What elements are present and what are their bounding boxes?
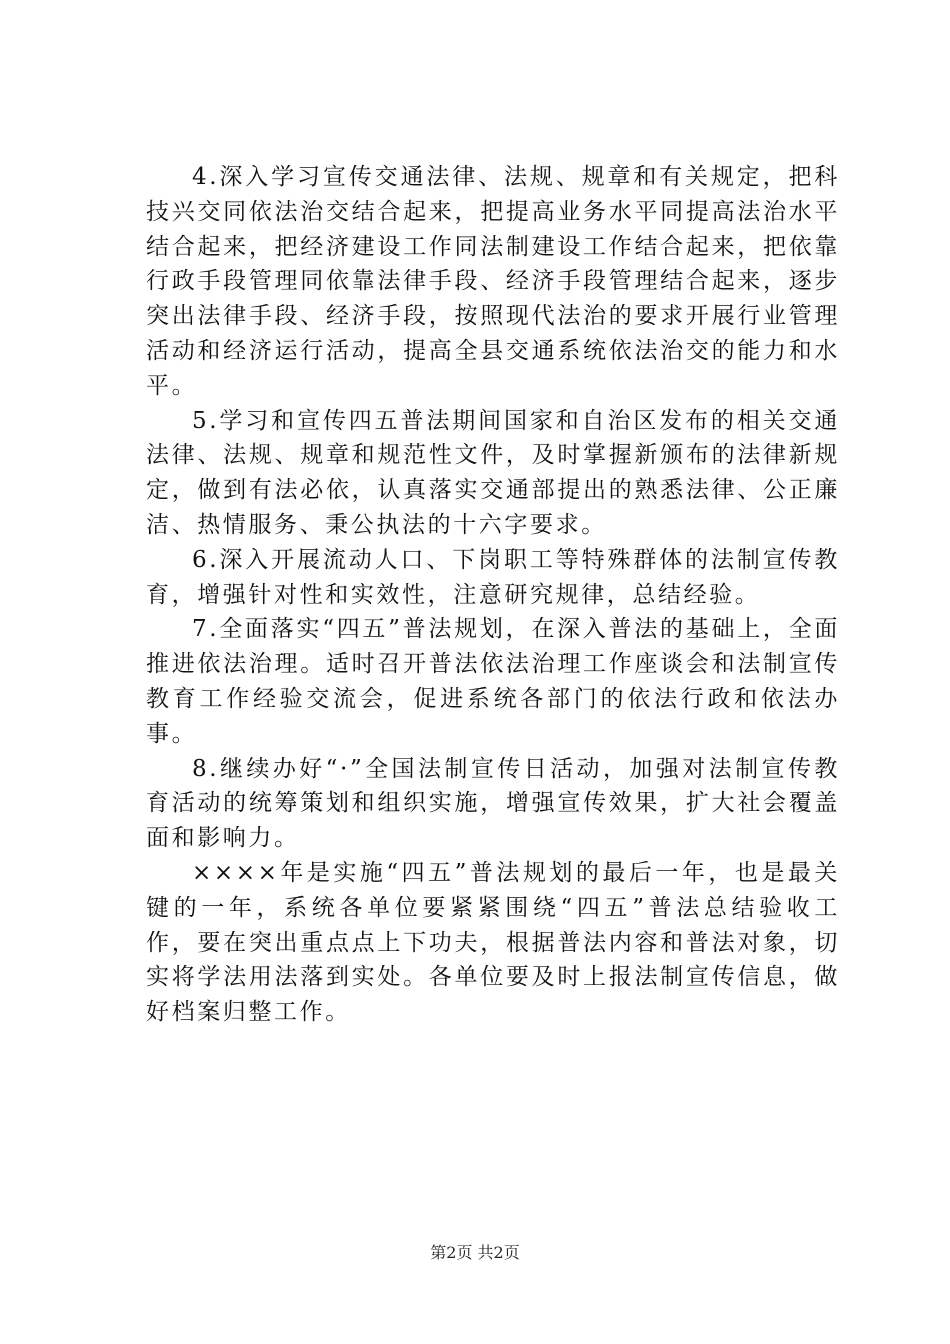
paragraph-item-6: 6.深入开展流动人口、下岗职工等特殊群体的法制宣传教育，增强针对性和实效性，注意研究规律，总结经验。	[146, 546, 840, 608]
paragraph-conclusion: ××××年是实施“四五”普法规划的最后一年，也是最关键的一年，系统各单位要紧紧围绕“四五”普法总结验收工作，要在突出重点点上下功夫，根据普法内容和普法对象，切实将学法用法落到实处。各单位要及时上报法制宣传信息，做好档案归整工作。	[146, 859, 840, 1026]
document-body	[146, 160, 840, 1030]
paragraph-item-4: 4.深入学习宣传交通法律、法规、规章和有关规定，把科技兴交同依法治交结合起来，把提高业务水平同提高法治水平结合起来，把经济建设工作同法制建设工作结合起来，把依靠行政手段管理同依靠法律手段、经济手段管理结合起来，逐步突出法律手段、经济手段，按照现代法治的要求开展行业管理活动和经济运行活动，提高全县交通系统依法治交的能力和水平。	[146, 164, 840, 399]
paragraph-item-8: 8.继续办好“·”全国法制宣传日活动，加强对法制宣传教育活动的统筹策划和组织实施，增强宣传效果，扩大社会覆盖面和影响力。	[146, 755, 840, 852]
paragraph-item-7: 7.全面落实“四五”普法规划，在深入普法的基础上，全面推进依法治理。适时召开普法依法治理工作座谈会和法制宣传教育工作经验交流会，促进系统各部门的依法行政和依法办事。	[146, 616, 840, 747]
paragraph-item-5: 5.学习和宣传四五普法期间国家和自治区发布的相关交通法律、法规、规章和规范性文件，及时掌握新颁布的法律新规定，做到有法必依，认真落实交通部提出的熟悉法律、公正廉洁、热情服务、秉公执法的十六字要求。	[146, 407, 840, 538]
page-footer: 第2页 共2页	[430, 1243, 520, 1262]
